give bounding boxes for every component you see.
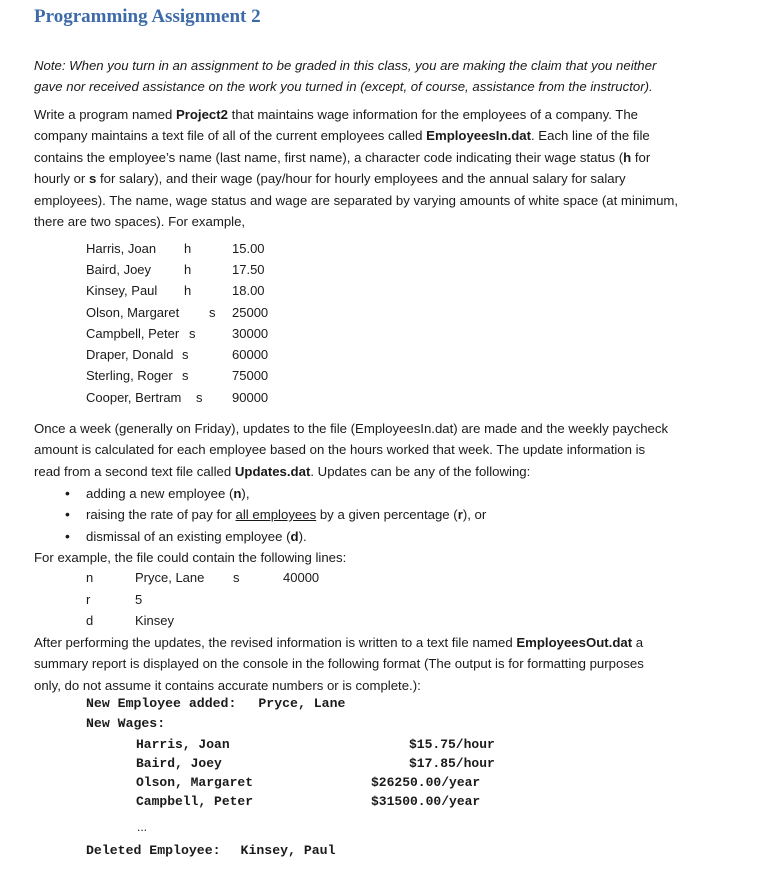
note-paragraph: [34, 55, 734, 98]
intro-text: there are two spaces). For example,: [34, 214, 246, 230]
weekly-text: amount is calculated for each employee based on the hours worked that week. The update information is: [34, 442, 646, 458]
bullet-item-raise: • raising the rate of pay for all employees by a given percentage (r), or: [86, 504, 486, 525]
after-text: only, do not assume it contains accurate numbers or is complete.):: [34, 677, 421, 693]
report-row-wage: $31500.00/year: [371, 794, 481, 809]
report-ellipsis: ...: [137, 820, 148, 834]
intro-text: that maintains wage information for the employees of a company. The: [228, 107, 639, 122]
after-text: After performing the updates, the revised information is written to a text file named: [34, 635, 517, 650]
intro-text: company maintains a text file of all of the current employees called: [34, 128, 427, 144]
after-paragraph: [34, 632, 734, 696]
program-name: Project2: [175, 107, 228, 122]
intro-text: for salary), and their wage (pay/hour for hourly employees and the annual salary for salary: [96, 171, 626, 187]
updates-file-name: Updates.dat: [234, 463, 311, 479]
input-file-name: EmployeesIn.dat: [426, 128, 531, 144]
after-text: a: [632, 635, 644, 650]
intro-paragraph: [34, 104, 734, 232]
report-added-label: New Employee added:: [86, 696, 237, 711]
salary-code: s: [88, 171, 97, 187]
output-file-name: EmployeesOut.dat: [516, 635, 633, 650]
bullet-icon: •: [65, 506, 70, 522]
for-example-text: For example, the file could contain the following lines:: [34, 550, 347, 565]
page-title: Programming Assignment 2: [34, 6, 261, 27]
weekly-text: Once a week (generally on Friday), updates to the file (EmployeesIn.dat) are made and the weekly paycheck: [34, 421, 669, 436]
bullet-icon: •: [65, 528, 70, 544]
report-deleted-line: [86, 843, 336, 858]
report-row-name: Harris, Joan: [136, 737, 230, 752]
hourly-code: h: [623, 149, 632, 165]
report-wages-label: New Wages:: [86, 716, 166, 731]
report-row-name: Baird, Joey: [136, 756, 222, 771]
bullet-item-dismiss: • dismissal of an existing employee (d).: [86, 526, 307, 547]
report-row-wage: $17.85/hour: [409, 756, 495, 771]
weekly-text: . Updates can be any of the following:: [310, 463, 531, 479]
report-row-wage: $26250.00/year: [371, 775, 481, 790]
intro-text: hourly or: [34, 171, 89, 187]
weekly-paragraph: [34, 418, 734, 482]
report-deleted-name: Kinsey, Paul: [240, 843, 336, 858]
intro-text: employees). The name, wage status and wage are separated by varying amounts of white space (at minimum,: [34, 192, 679, 208]
report-added-line: [86, 696, 345, 711]
bullet-item-add: • adding a new employee (n),: [86, 483, 249, 504]
intro-text: . Each line of the file: [530, 128, 650, 144]
report-deleted-label: Deleted Employee:: [86, 843, 221, 858]
report-added-name: Pryce, Lane: [258, 696, 346, 711]
intro-text: for: [631, 149, 651, 165]
note-line-1: Note: When you turn in an assignment to be graded in this class, you are making the claim that you neither: [34, 58, 657, 73]
report-row-name: Campbell, Peter: [136, 794, 254, 809]
note-line-2: gave nor received assistance on the work you turned in (except, of course, assistance from the instructor).: [34, 79, 653, 95]
report-row-wage: $15.75/hour: [409, 737, 495, 752]
report-row-name: Olson, Margaret: [136, 775, 254, 790]
weekly-text: read from a second text file called: [34, 463, 235, 479]
after-text: summary report is displayed on the console in the following format (The output is for formatting purposes: [34, 656, 644, 672]
intro-text: Write a program named: [34, 107, 176, 122]
bullet-icon: •: [65, 485, 70, 501]
intro-text: contains the employee’s name (last name, first name), a character code indicating their wage status (: [34, 149, 624, 165]
